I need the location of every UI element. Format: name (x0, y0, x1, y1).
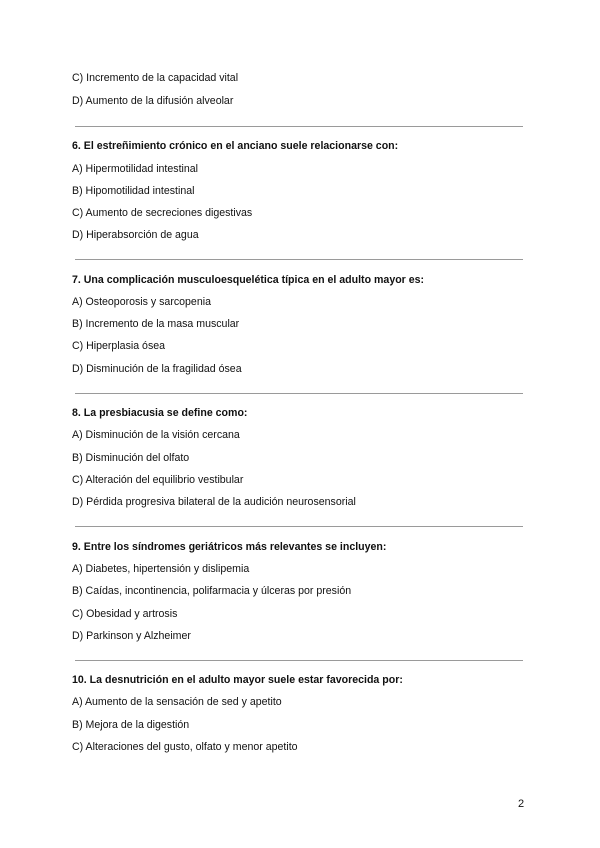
question-9-title: 9. Entre los síndromes geriátricos más relevantes se incluyen: (72, 541, 387, 553)
separator-line (75, 526, 523, 527)
option-10-a: A) Aumento de la sensación de sed y apetito (72, 696, 282, 708)
option-10-c: C) Alteraciones del gusto, olfato y menor apetito (72, 741, 298, 753)
option-9-a: A) Diabetes, hipertensión y dislipemia (72, 563, 250, 575)
option-7-d: D) Disminución de la fragilidad ósea (72, 363, 242, 375)
option-6-d: D) Hiperabsorción de agua (72, 229, 199, 241)
page-number: 2 (518, 798, 525, 810)
option-7-a: A) Osteoporosis y sarcopenia (72, 296, 211, 308)
separator-line (75, 259, 523, 260)
option-9-b: B) Caídas, incontinencia, polifarmacia y úlceras por presión (72, 585, 352, 597)
option-9-d: D) Parkinson y Alzheimer (72, 630, 191, 642)
option-8-c: C) Alteración del equilibrio vestibular (72, 474, 244, 486)
option-5-d: D) Aumento de la difusión alveolar (72, 95, 234, 107)
separator-line (75, 126, 523, 127)
option-5-c: C) Incremento de la capacidad vital (72, 72, 239, 84)
option-7-b: B) Incremento de la masa muscular (72, 318, 240, 330)
option-9-c: C) Obesidad y artrosis (72, 608, 178, 620)
option-10-b: B) Mejora de la digestión (72, 719, 190, 731)
option-7-c: C) Hiperplasia ósea (72, 340, 166, 352)
question-10-title: 10. La desnutrición en el adulto mayor suele estar favorecida por: (72, 674, 403, 686)
option-6-c: C) Aumento de secreciones digestivas (72, 207, 253, 219)
question-8-title: 8. La presbiacusia se define como: (72, 407, 248, 419)
separator-line (75, 660, 523, 661)
option-6-b: B) Hipomotilidad intestinal (72, 185, 195, 197)
option-8-d: D) Pérdida progresiva bilateral de la audición neurosensorial (72, 496, 356, 508)
question-7-title: 7. Una complicación musculoesquelética típica en el adulto mayor es: (72, 274, 425, 286)
option-6-a: A) Hipermotilidad intestinal (72, 163, 199, 175)
question-6-title: 6. El estreñimiento crónico en el anciano suele relacionarse con: (72, 140, 399, 152)
separator-line (75, 393, 523, 394)
option-8-a: A) Disminución de la visión cercana (72, 429, 240, 441)
option-8-b: B) Disminución del olfato (72, 452, 190, 464)
